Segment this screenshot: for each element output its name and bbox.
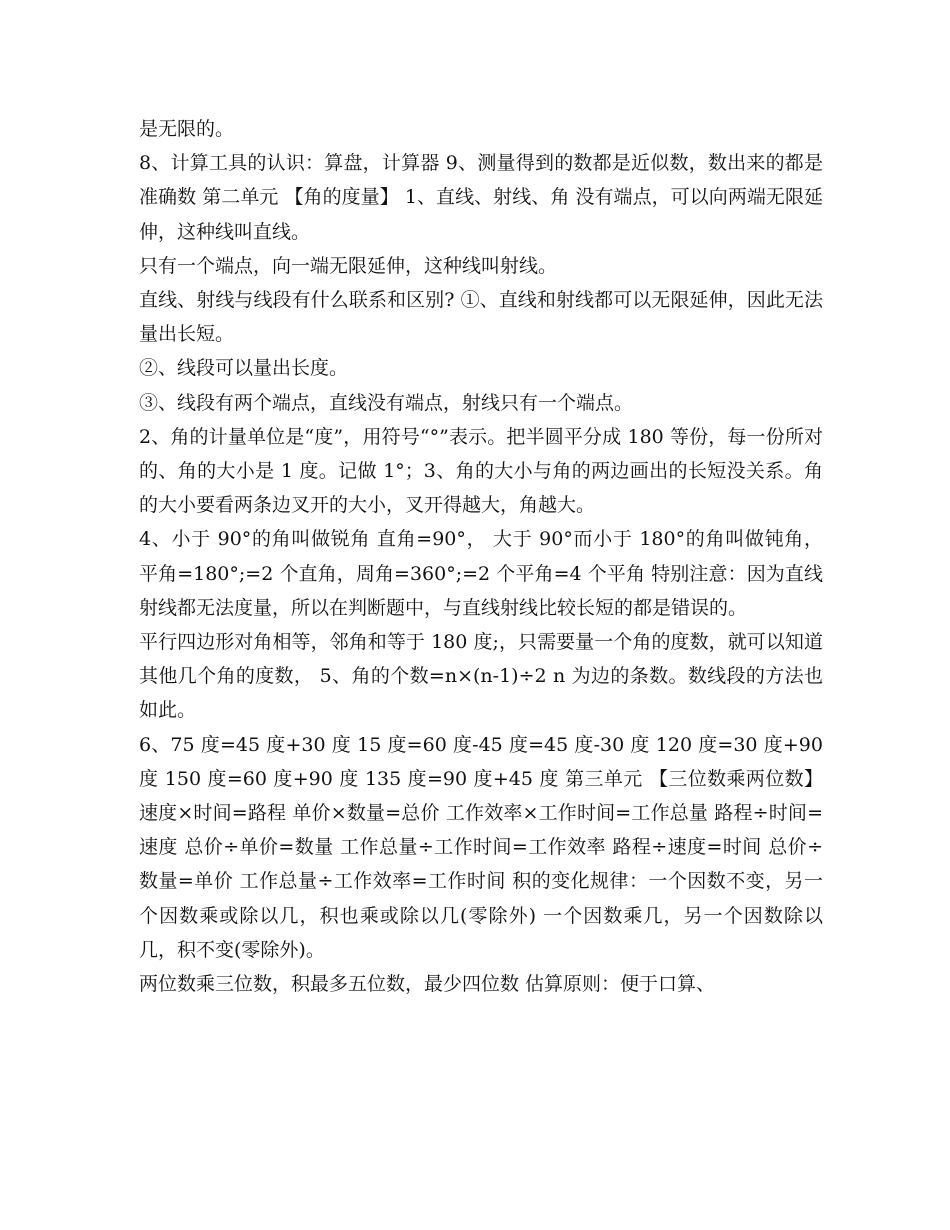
paragraph: 是无限的。 xyxy=(139,118,235,140)
paragraph: 2、角的计量单位是“度”，用符号“°”表示。把半圆平分成 180 等份，每一份所对的、角的大小是 1 度。记做 1°；3、角的大小与角的两边画出的长短没关系。角的大小要看两条边叉开的大小，叉开得越大，角越大。 xyxy=(139,425,823,517)
paragraph: 两位数乘三位数，积最多五位数，最少四位数 估算原则：便于口算、 xyxy=(139,973,716,996)
paragraph: 平行四边形对角相等，邻角和等于 180 度;，只需要量一个角的度数，就可以知道其他几个角的度数， 5、角的个数=n×(n-1)÷2 n 为边的条数。数线段的方法也如此。 xyxy=(139,631,823,722)
paragraph: 4、小于 90°的角叫做锐角 直角=90°， 大于 90°而小于 180°的角叫做钝角， 平角=180°;=2 个直角，周角=360°;=2 个平角=4 个平角 特别注意：因为直线射线都无法度量，所以在判断题中，与直线射线比较长短的都是错误的。 xyxy=(139,528,823,619)
paragraph: 只有一个端点，向一端无限延伸，这种线叫射线。 xyxy=(139,254,558,277)
paragraph: ③、线段有两个端点，直线没有端点，射线只有一个端点。 xyxy=(139,391,634,414)
paragraph: 直线、射线与线段有什么联系和区别? ①、直线和射线都可以无限延伸，因此无法量出长短。 xyxy=(139,289,823,346)
document-body xyxy=(139,112,823,1001)
paragraph: 6、75 度=45 度+30 度 15 度=60 度-45 度=45 度-30 度 120 度=30 度+90 度 150 度=60 度+90 度 135 度=90 度+45 度 第三单元 【三位数乘两位数】 速度×时间=路程 单价×数量=总价 工作效率×工作时间=工作总量 路程÷时间=速度 总价÷单价=数量 工作总量÷工作时间=工作效率 路程÷速度=时间 总价÷数量=单价 工作总量÷工作效率=工作时间 积的变化规律：一个因数不变，另一个因数乘或除以几，积也乘或除以几(零除外) 一个因数乘几，另一个因数除以几，积不变(零除外)。 xyxy=(139,733,823,961)
paragraph: 8、计算工具的认识：算盘，计算器 9、测量得到的数都是近似数，数出来的都是准确数 第二单元 【角的度量】 1、直线、射线、角 没有端点，可以向两端无限延伸，这种线叫直线。 xyxy=(139,152,823,243)
paragraph: ②、线段可以量出长度。 xyxy=(139,357,349,380)
